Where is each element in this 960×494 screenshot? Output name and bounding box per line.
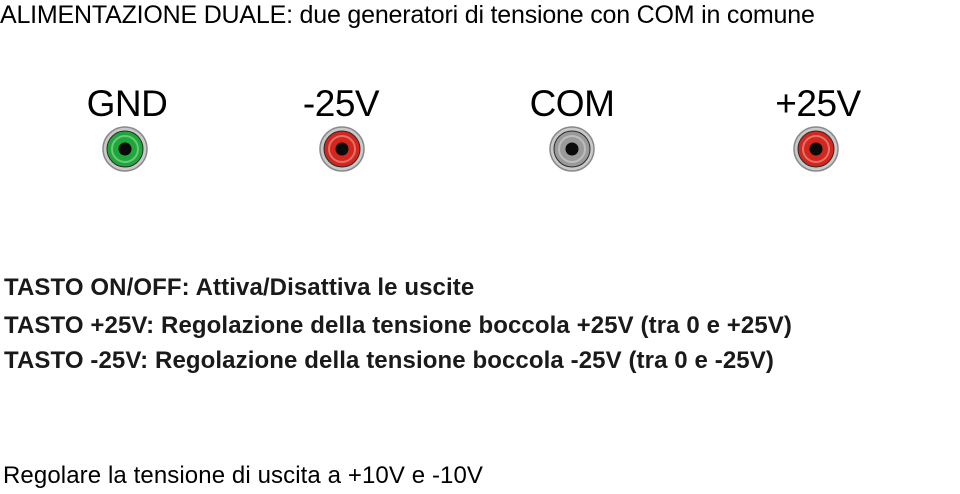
grey-banana-jack-icon bbox=[548, 125, 596, 173]
red-banana-jack-icon bbox=[318, 125, 366, 173]
green-banana-jack-icon bbox=[101, 125, 149, 173]
terminal-label-gnd: GND bbox=[86, 83, 168, 124]
instruction-on-off: TASTO ON/OFF: Attiva/Disattiva le uscite bbox=[4, 274, 475, 301]
instruction-minus-25v: TASTO -25V: Regolazione della tensione boccola -25V (tra 0 e -25V) bbox=[4, 347, 774, 374]
terminal-label-minus-25v: -25V bbox=[302, 83, 380, 124]
terminal-label-com: COM bbox=[529, 83, 615, 124]
red-banana-jack-icon bbox=[792, 125, 840, 173]
terminal-label-plus-25v: +25V bbox=[775, 83, 861, 124]
adjustment-note: Regolare la tensione di uscita a +10V e -10V bbox=[3, 462, 484, 489]
diagram-title: ALIMENTAZIONE DUALE: due generatori di tensione con COM in comune bbox=[0, 1, 815, 29]
instruction-plus-25v: TASTO +25V: Regolazione della tensione boccola +25V (tra 0 e +25V) bbox=[4, 312, 792, 339]
